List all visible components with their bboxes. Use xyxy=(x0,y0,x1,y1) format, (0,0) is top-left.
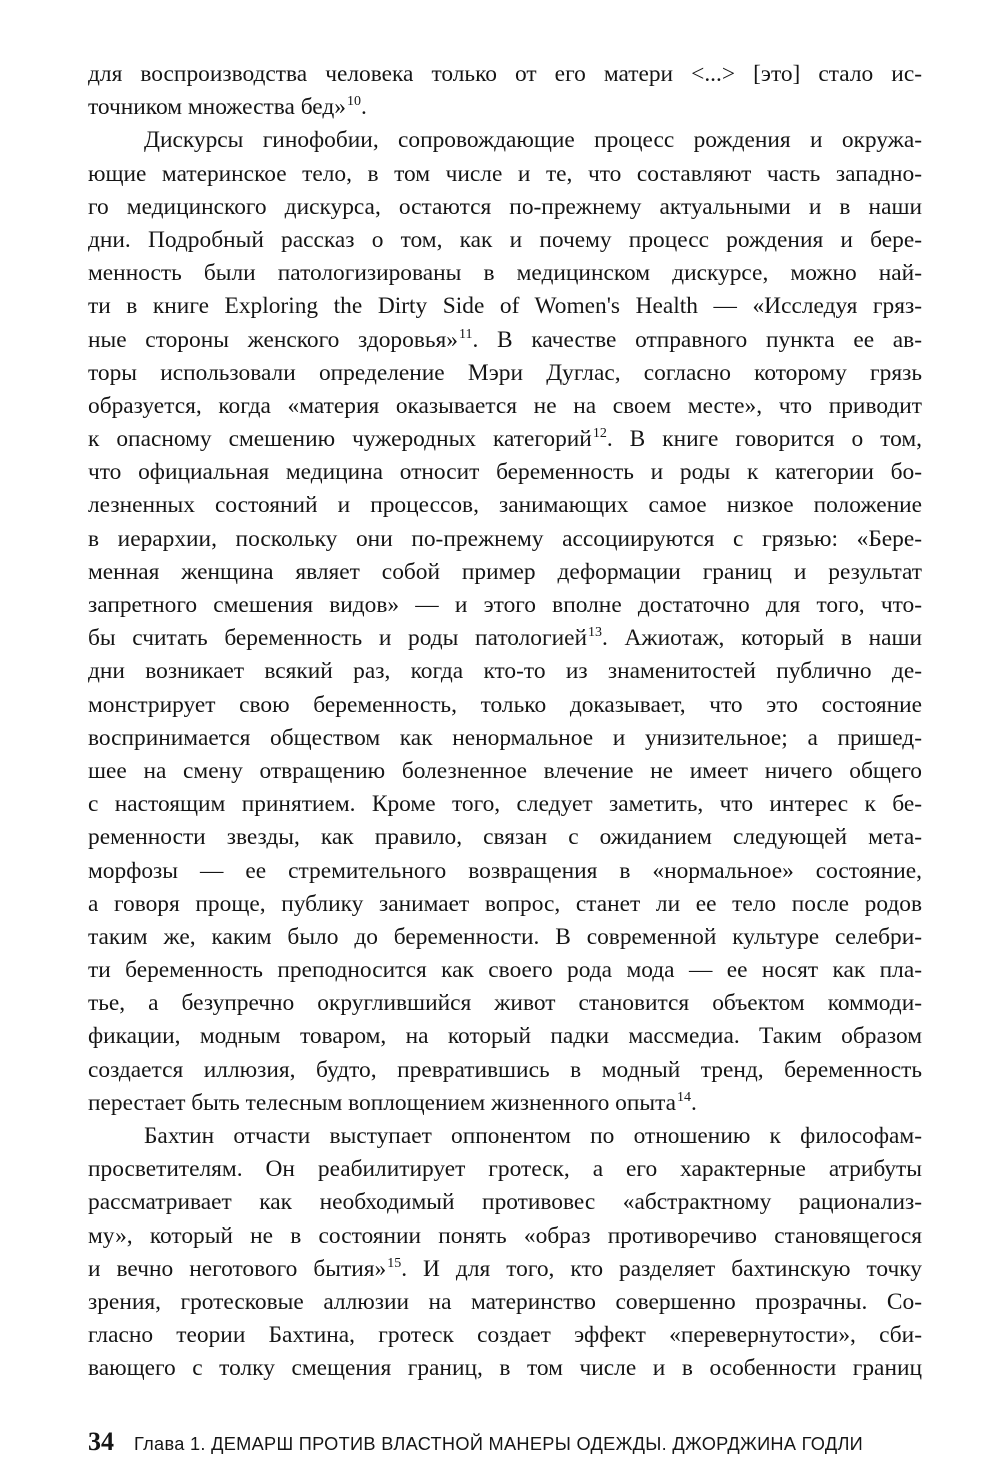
text-line-content: образуется, когда «материя оказывается не на своем месте», что приводит xyxy=(88,392,922,419)
text-line xyxy=(88,1319,922,1352)
text-line-content: морфозы — ее стремительного возвращения в «нормальное» состояние, xyxy=(88,857,922,884)
text-line xyxy=(88,91,922,124)
text-line-content: запретного смешения видов» — и этого вполне достаточно для того, что- xyxy=(88,592,922,618)
text-line xyxy=(88,257,922,290)
text-line xyxy=(88,489,922,522)
text-line-content: с настоящим принятием. Кроме того, следует заметить, что интерес к бе- xyxy=(88,791,922,818)
text-line xyxy=(88,921,922,954)
text-line-content: монстрирует свою беременность, только доказывает, что это состояние xyxy=(88,691,922,718)
text-line xyxy=(88,224,922,257)
text-line xyxy=(88,1253,922,1286)
text-line-content: для воспроизводства человека только от его матери <...> [это] стало ис- xyxy=(88,61,922,87)
text-line-content: рассматривает как необходимый противовес «абстрактному рационализ- xyxy=(88,1189,922,1216)
text-line-content: лезненных состояний и процессов, занимающих самое низкое положение xyxy=(88,492,922,519)
text-line xyxy=(88,290,922,323)
text-line-content: ные стороны женского здоровья» xyxy=(88,326,458,353)
footnote-reference: 11 xyxy=(459,326,473,342)
text-line-content: дни возникает всякий раз, когда кто-то из знаменитостей публично де- xyxy=(88,658,922,685)
text-line xyxy=(88,523,922,556)
book-page-body xyxy=(88,58,922,1386)
text-line xyxy=(88,622,922,655)
text-line-content: точником множества бед» xyxy=(88,94,346,121)
text-line-content: го медицинского дискурса, остаются по-прежнему актуальными и в наши xyxy=(88,193,922,220)
text-line-continuation: . xyxy=(360,94,367,121)
text-line-content: ти в книге Exploring the Dirty Side of Women's Health — «Исследуя гряз- xyxy=(88,293,922,320)
text-line xyxy=(88,423,922,456)
text-line xyxy=(88,888,922,921)
text-line-content: ющие материнское тело, в том числе и те, что составляют часть западно- xyxy=(88,160,922,187)
text-line xyxy=(88,1352,922,1385)
text-line-content: фикации, модным товаром, на который падки массмедиа. Таким образом xyxy=(88,1023,922,1050)
text-line xyxy=(88,1087,922,1120)
footnote-reference: 12 xyxy=(592,426,607,442)
text-line xyxy=(88,1153,922,1186)
text-line-content: перестает быть телесным воплощением жизненного опыта xyxy=(88,1089,676,1116)
page-number: 34 xyxy=(88,1427,114,1456)
text-line-content: зрения, гротесковые аллюзии на материнство совершенно прозрачны. Со- xyxy=(88,1288,922,1315)
text-line-content: вающего с толку смещения границ, в том числе и в особенности границ xyxy=(88,1355,922,1382)
text-line xyxy=(88,191,922,224)
text-line xyxy=(88,1220,922,1253)
text-line xyxy=(88,589,922,622)
footnote-reference: 13 xyxy=(588,625,603,641)
text-line-content: бы считать беременность и роды патологией xyxy=(88,625,588,652)
text-line-content: в иерархии, поскольку они по-прежнему ассоциируются с грязью: «Бере- xyxy=(88,525,922,552)
text-line xyxy=(88,1286,922,1319)
text-line-content: ти беременность преподносится как своего рода мода — ее носят как пла- xyxy=(88,957,922,984)
text-line-content: таким же, каким было до беременности. В современной культуре селебри- xyxy=(88,923,922,950)
text-line-content: тье, а безупречно округлившийся живот становится объектом коммоди- xyxy=(88,990,922,1017)
text-line-content: и вечно неготового бытия» xyxy=(88,1255,387,1282)
text-line xyxy=(88,722,922,755)
text-line-content: Дискурсы гинофобии, сопровождающие процесс рождения и окружа- xyxy=(144,127,922,154)
footnote-reference: 15 xyxy=(387,1255,402,1271)
paragraph-text xyxy=(88,58,922,1386)
text-line-content: что официальная медицина относит беременность и роды к категории бо- xyxy=(88,459,922,486)
text-line xyxy=(88,556,922,589)
text-line xyxy=(88,158,922,191)
text-line xyxy=(88,655,922,688)
text-line-continuation: . В книге говорится о том, xyxy=(606,426,922,453)
footnote-reference: 10 xyxy=(346,94,361,110)
text-line xyxy=(88,954,922,987)
text-line xyxy=(88,357,922,390)
text-line-content: к опасному смешению чужеродных категорий xyxy=(88,426,592,453)
text-line xyxy=(88,821,922,854)
text-line xyxy=(88,855,922,888)
text-line-content: ременности звезды, как правило, связан с ожиданием следующей мета- xyxy=(88,824,922,851)
text-line-content: Бахтин отчасти выступает оппонентом по отношению к философам- xyxy=(144,1123,922,1149)
running-head: Глава 1. ДЕМАРШ ПРОТИВ ВЛАСТНОЙ МАНЕРЫ ОДЕЖДЫ. ДЖОРДЖИНА ГОДЛИ xyxy=(134,1434,864,1454)
text-line xyxy=(88,390,922,423)
text-line-content: просветителям. Он реабилитирует гротеск, а его характерные атрибуты xyxy=(88,1156,922,1183)
text-line xyxy=(88,1020,922,1053)
text-line xyxy=(88,755,922,788)
text-line xyxy=(88,788,922,821)
text-line-content: му», который не в состоянии понять «образ противоречиво становящегося xyxy=(88,1222,922,1249)
text-line xyxy=(88,456,922,489)
text-line xyxy=(88,324,922,357)
footnote-reference: 14 xyxy=(677,1089,691,1105)
text-line-continuation: . xyxy=(691,1089,697,1116)
text-line xyxy=(88,1186,922,1219)
text-line-content: менная женщина являет собой пример деформации границ и результат xyxy=(88,558,922,585)
text-line xyxy=(88,124,922,157)
text-line-continuation: . В качестве отправного пункта ее ав- xyxy=(472,326,922,353)
text-line xyxy=(88,1054,922,1087)
text-line xyxy=(88,987,922,1020)
text-line-content: шее на смену отвращению болезненное влечение не имеет ничего общего xyxy=(88,757,922,784)
page-footer xyxy=(88,1427,924,1467)
text-line xyxy=(88,1120,922,1153)
text-line-content: менность были патологизированы в медицинском дискурсе, можно най- xyxy=(88,260,922,287)
text-line-content: дни. Подробный рассказ о том, как и почему процесс рождения и бере- xyxy=(88,226,922,253)
text-line-content: торы использовали определение Мэри Дуглас, согласно которому грязь xyxy=(88,359,922,386)
text-line xyxy=(88,689,922,722)
text-line-content: гласно теории Бахтина, гротеск создает эффект «перевернутости», сби- xyxy=(88,1322,922,1349)
text-line-content: а говоря проще, публику занимает вопрос, станет ли ее тело после родов xyxy=(88,890,922,917)
text-line-continuation: . Ажиотаж, который в наши xyxy=(602,625,922,652)
text-line xyxy=(88,58,922,91)
text-line-content: создается иллюзия, будто, превратившись в модный тренд, беременность xyxy=(88,1056,922,1083)
text-line-content: воспринимается обществом как ненормальное и унизительное; а пришед- xyxy=(88,724,922,751)
text-line-continuation: . И для того, кто разделяет бахтинскую точку xyxy=(401,1255,922,1282)
